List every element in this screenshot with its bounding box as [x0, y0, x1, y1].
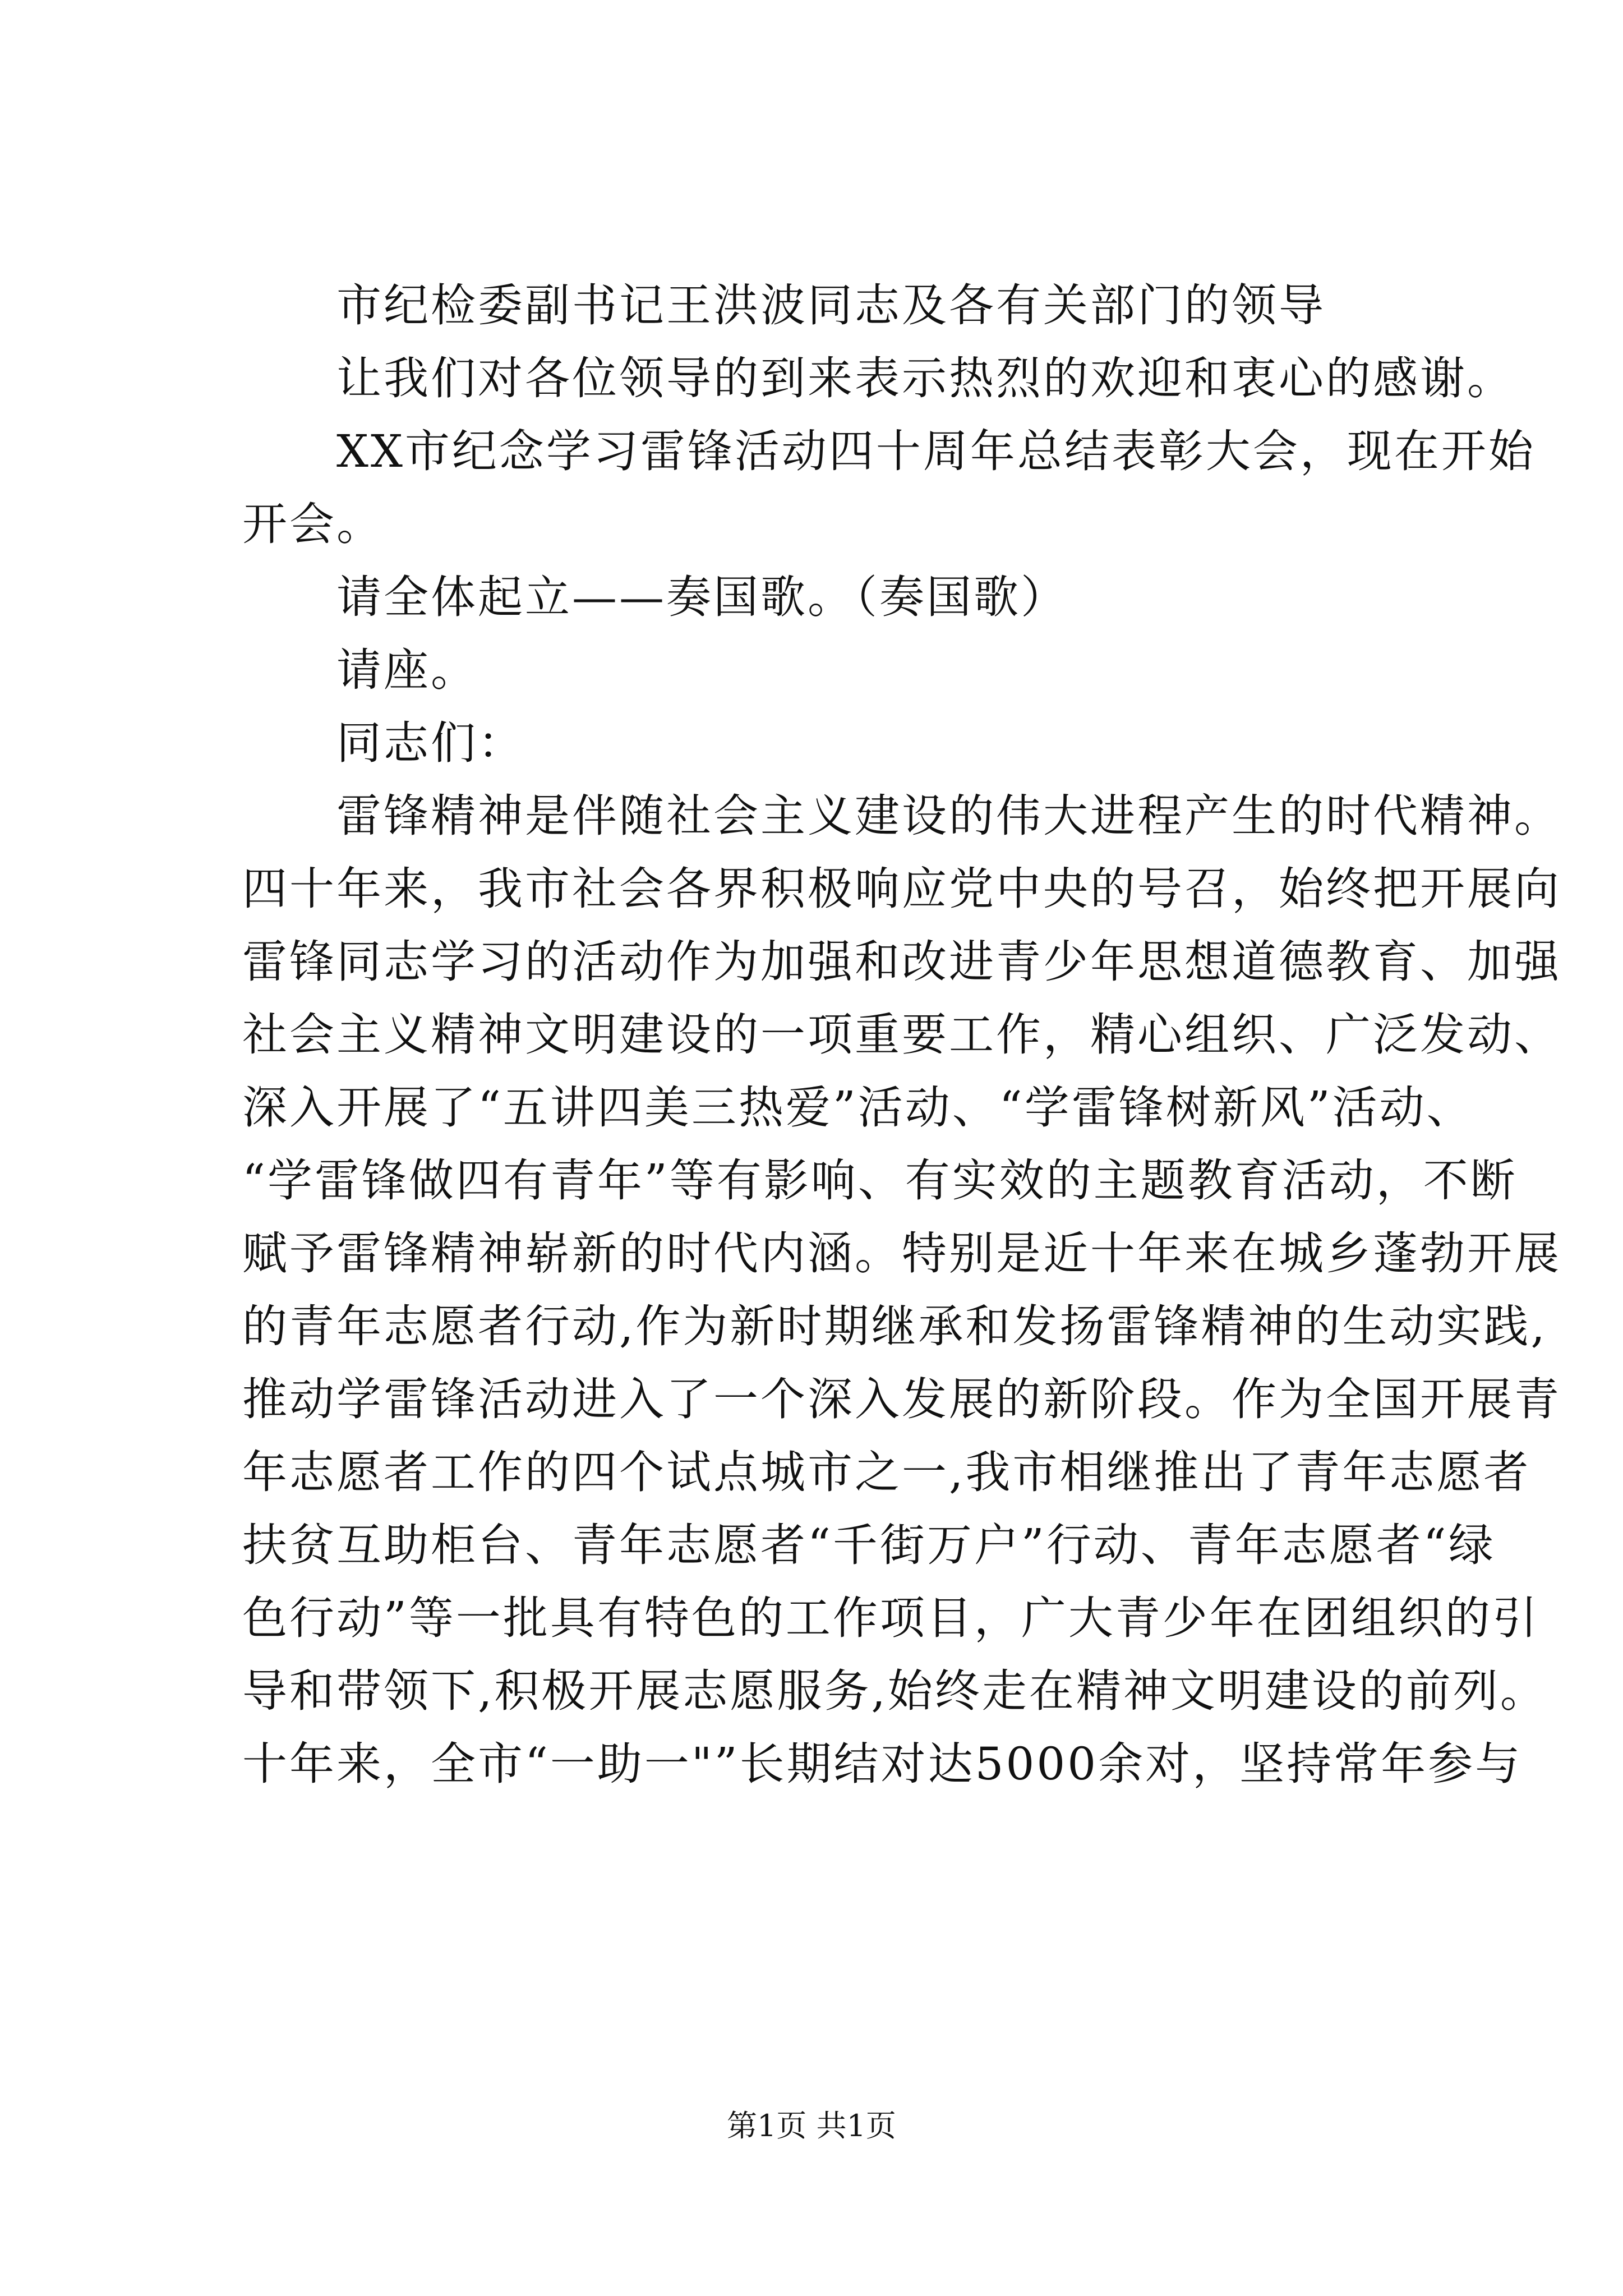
text-line: 请座。: [336, 644, 478, 696]
text-line: 同志们：: [336, 717, 525, 769]
text-line: 扶贫互助柜台、青年志愿者“千街万户”行动、青年志愿者“绿: [242, 1519, 1496, 1571]
page-number-footer: 第1页 共1页: [727, 2108, 896, 2143]
text-line: 导和带领下,积极开展志愿服务,始终走在精神文明建设的前列。: [242, 1665, 1547, 1717]
text-line: 赋予雷锋精神崭新的时代内涵。特别是近十年来在城乡蓬勃开展: [242, 1227, 1561, 1280]
text-line: 四十年来，我市社会各界积极响应党中央的号召，始终把开展向: [242, 863, 1561, 915]
text-line: 的青年志愿者行动,作为新时期继承和发扬雷锋精神的生动实践,: [242, 1300, 1547, 1352]
text-line: 推动学雷锋活动进入了一个深入发展的新阶段。作为全国开展青: [242, 1373, 1561, 1425]
text-line: “学雷锋做四有青年”等有影响、有实效的主题教育活动，不断: [242, 1154, 1518, 1207]
text-line: 开会。: [242, 498, 384, 550]
text-line: 年志愿者工作的四个试点城市之一,我市相继推出了青年志愿者: [242, 1446, 1531, 1498]
text-line: 十年来，全市“一助一"”长期结对达5000余对，坚持常年参与: [242, 1738, 1523, 1790]
text-line: 让我们对各位领导的到来表示热烈的欢迎和衷心的感谢。: [336, 352, 1514, 404]
text-line: 请全体起立——奏国歌。（奏国歌）: [336, 571, 1068, 623]
text-line: 雷锋精神是伴随社会主义建设的伟大进程产生的时代精神。: [336, 790, 1561, 842]
text-line: 社会主义精神文明建设的一项重要工作，精心组织、广泛发动、: [242, 1009, 1561, 1061]
text-line: XX市纪念学习雷锋活动四十周年总结表彰大会，现在开始: [336, 425, 1536, 477]
text-line: 深入开展了“五讲四美三热爱”活动、“学雷锋树新风”活动、: [242, 1082, 1474, 1134]
text-line: 色行动”等一批具有特色的工作项目，广大青少年在团组织的引: [242, 1592, 1539, 1644]
text-line: 雷锋同志学习的活动作为加强和改进青少年思想道德教育、加强: [242, 936, 1561, 988]
document-body: [242, 269, 1561, 1801]
text-line: 市纪检委副书记王洪波同志及各有关部门的领导: [336, 279, 1326, 332]
